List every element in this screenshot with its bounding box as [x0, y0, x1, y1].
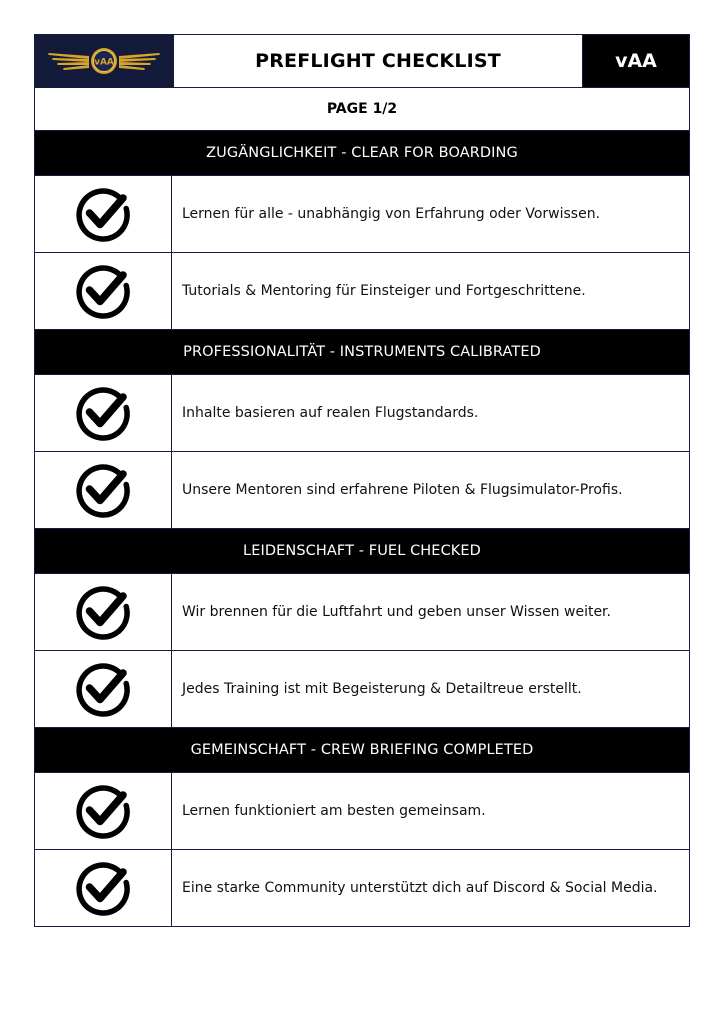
- logo-cell: [35, 35, 174, 87]
- check-cell: [35, 176, 172, 252]
- checklist-item-text: Eine starke Community unterstützt dich auf Discord & Social Media.: [182, 880, 658, 896]
- logo-text: vAA: [94, 57, 114, 68]
- wings-logo-icon: [45, 46, 163, 76]
- checklist-item: [35, 773, 689, 850]
- check-cell: [35, 850, 172, 926]
- checklist-item: [35, 651, 689, 728]
- checklist-item: [35, 253, 689, 330]
- check-circle-icon: [73, 858, 133, 918]
- check-circle-icon: [73, 460, 133, 520]
- check-cell: [35, 253, 172, 329]
- section-heading-4: GEMEINSCHAFT - CREW BRIEFING COMPLETED: [35, 728, 689, 773]
- checklist-header: [35, 35, 689, 88]
- page-title: PREFLIGHT CHECKLIST: [255, 50, 501, 72]
- page-indicator: PAGE 1/2: [35, 88, 689, 131]
- checklist-item-text: Jedes Training ist mit Begeisterung & Detailtreue erstellt.: [182, 681, 582, 697]
- checklist-item-text: Unsere Mentoren sind erfahrene Piloten & Flugsimulator-Profis.: [182, 482, 623, 498]
- checklist-item: [35, 574, 689, 651]
- check-cell: [35, 375, 172, 451]
- section-heading-2: PROFESSIONALITÄT - INSTRUMENTS CALIBRATED: [35, 330, 689, 375]
- checklist-item-text: Tutorials & Mentoring für Einsteiger und Fortgeschrittene.: [182, 283, 586, 299]
- brand-label: vAA: [582, 35, 689, 87]
- checklist-item: [35, 452, 689, 529]
- checklist-item-text: Lernen für alle - unabhängig von Erfahrung oder Vorwissen.: [182, 206, 601, 222]
- check-circle-icon: [73, 383, 133, 443]
- check-cell: [35, 773, 172, 849]
- check-circle-icon: [73, 184, 133, 244]
- checklist-item-text: Wir brennen für die Luftfahrt und geben unser Wissen weiter.: [182, 604, 611, 620]
- check-circle-icon: [73, 659, 133, 719]
- section-heading-1: ZUGÄNGLICHKEIT - CLEAR FOR BOARDING: [35, 131, 689, 176]
- check-circle-icon: [73, 582, 133, 642]
- checklist-item: [35, 176, 689, 253]
- checklist-sheet: [34, 34, 690, 927]
- checklist-item: [35, 850, 689, 926]
- checklist-item-text: Inhalte basieren auf realen Flugstandards.: [182, 405, 479, 421]
- checklist-item-text: Lernen funktioniert am besten gemeinsam.: [182, 803, 486, 819]
- check-circle-icon: [73, 781, 133, 841]
- check-cell: [35, 574, 172, 650]
- check-circle-icon: [73, 261, 133, 321]
- checklist-item: [35, 375, 689, 452]
- check-cell: [35, 651, 172, 727]
- checklist-sections: [35, 131, 689, 926]
- section-heading-3: LEIDENSCHAFT - FUEL CHECKED: [35, 529, 689, 574]
- check-cell: [35, 452, 172, 528]
